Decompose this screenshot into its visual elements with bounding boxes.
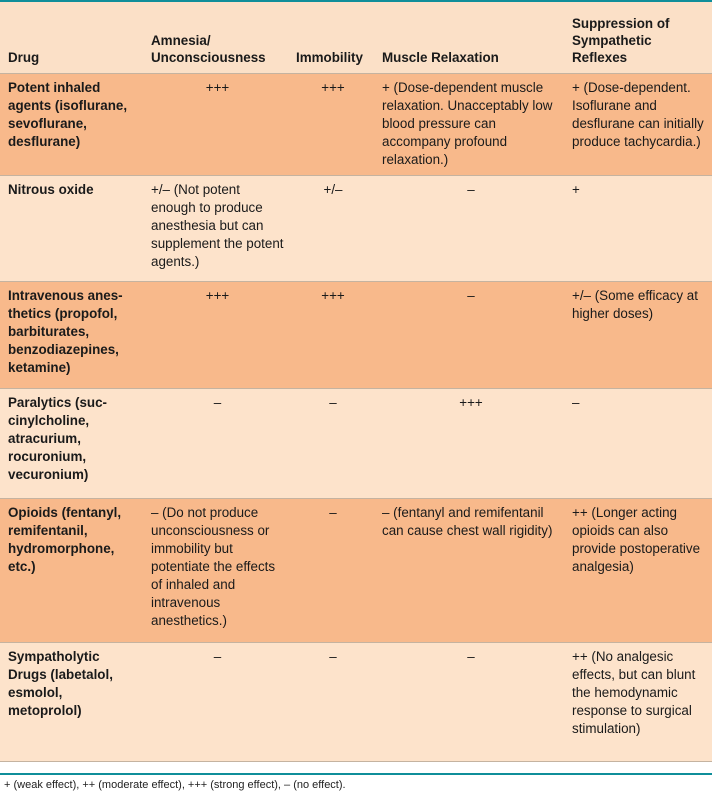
header-muscle-relaxation: Muscle Relaxation xyxy=(374,2,564,73)
cell-muscle: – xyxy=(374,642,564,761)
cell-muscle: – xyxy=(374,281,564,388)
cell-immobility: – xyxy=(288,388,374,498)
cell-immobility: – xyxy=(288,498,374,642)
table-row xyxy=(0,175,712,281)
cell-amnesia: +++ xyxy=(143,281,288,388)
legend-footnote: + (weak effect), ++ (moderate effect), +++ (strong effect), – (no effect). xyxy=(4,779,346,791)
cell-amnesia: – (Do not produce unconsciousness or immobility but potentiate the effects of inhaled and intravenous anesthetics.) xyxy=(143,498,288,642)
header-drug: Drug xyxy=(0,2,143,73)
cell-sympathetic: +/– (Some efficacy at higher doses) xyxy=(564,281,712,388)
cell-immobility: +++ xyxy=(288,281,374,388)
cell-immobility: +++ xyxy=(288,73,374,175)
header-amnesia: Amnesia/ Unconsciousness xyxy=(143,2,288,73)
cell-sympathetic: – xyxy=(564,388,712,498)
cell-immobility: – xyxy=(288,642,374,761)
cell-drug: Potent inhaled agents (isoflurane, sevoflurane, desflurane) xyxy=(0,73,143,175)
table-row xyxy=(0,642,712,761)
cell-sympathetic: + xyxy=(564,175,712,281)
table-row xyxy=(0,388,712,498)
table-row xyxy=(0,281,712,388)
table-row xyxy=(0,498,712,642)
header-immobility: Immobility xyxy=(288,2,374,73)
cell-amnesia: – xyxy=(143,388,288,498)
cell-drug: Paralytics (succinylcholine, atracurium, rocuronium, vecuronium) xyxy=(0,388,143,498)
cell-amnesia: – xyxy=(143,642,288,761)
cell-drug: Intravenous anesthetics (propofol, barbiturates, benzodiazepines, ketamine) xyxy=(0,281,143,388)
cell-amnesia: +/– (Not potent enough to produce anesthesia but can supplement the potent agents.) xyxy=(143,175,288,281)
cell-muscle: – (fentanyl and remifentanil can cause chest wall rigidity) xyxy=(374,498,564,642)
header-row xyxy=(0,2,712,73)
cell-sympathetic: + (Dose-dependent. Isoflurane and desflurane can initially produce tachycardia.) xyxy=(564,73,712,175)
cell-amnesia: +++ xyxy=(143,73,288,175)
cell-drug: Sympatholytic Drugs (labetalol, esmolol, metoprolol) xyxy=(0,642,143,761)
cell-sympathetic: ++ (Longer acting opioids can also provide postoperative analgesia) xyxy=(564,498,712,642)
cell-muscle: + (Dose-dependent muscle relaxation. Unacceptably low blood pressure can accompany profound relaxation.) xyxy=(374,73,564,175)
cell-muscle: – xyxy=(374,175,564,281)
cell-drug: Opioids (fentanyl, remifentanil, hydromorphone, etc.) xyxy=(0,498,143,642)
cell-muscle: +++ xyxy=(374,388,564,498)
cell-drug: Nitrous oxide xyxy=(0,175,143,281)
drug-effects-table xyxy=(0,2,712,762)
cell-immobility: +/– xyxy=(288,175,374,281)
bottom-rule xyxy=(0,773,712,775)
cell-sympathetic: ++ (No analgesic effects, but can blunt the hemodynamic response to surgical stimulation) xyxy=(564,642,712,761)
header-sympathetic-suppression: Suppression of Sympathetic Reflexes xyxy=(564,2,712,73)
table-row xyxy=(0,73,712,175)
